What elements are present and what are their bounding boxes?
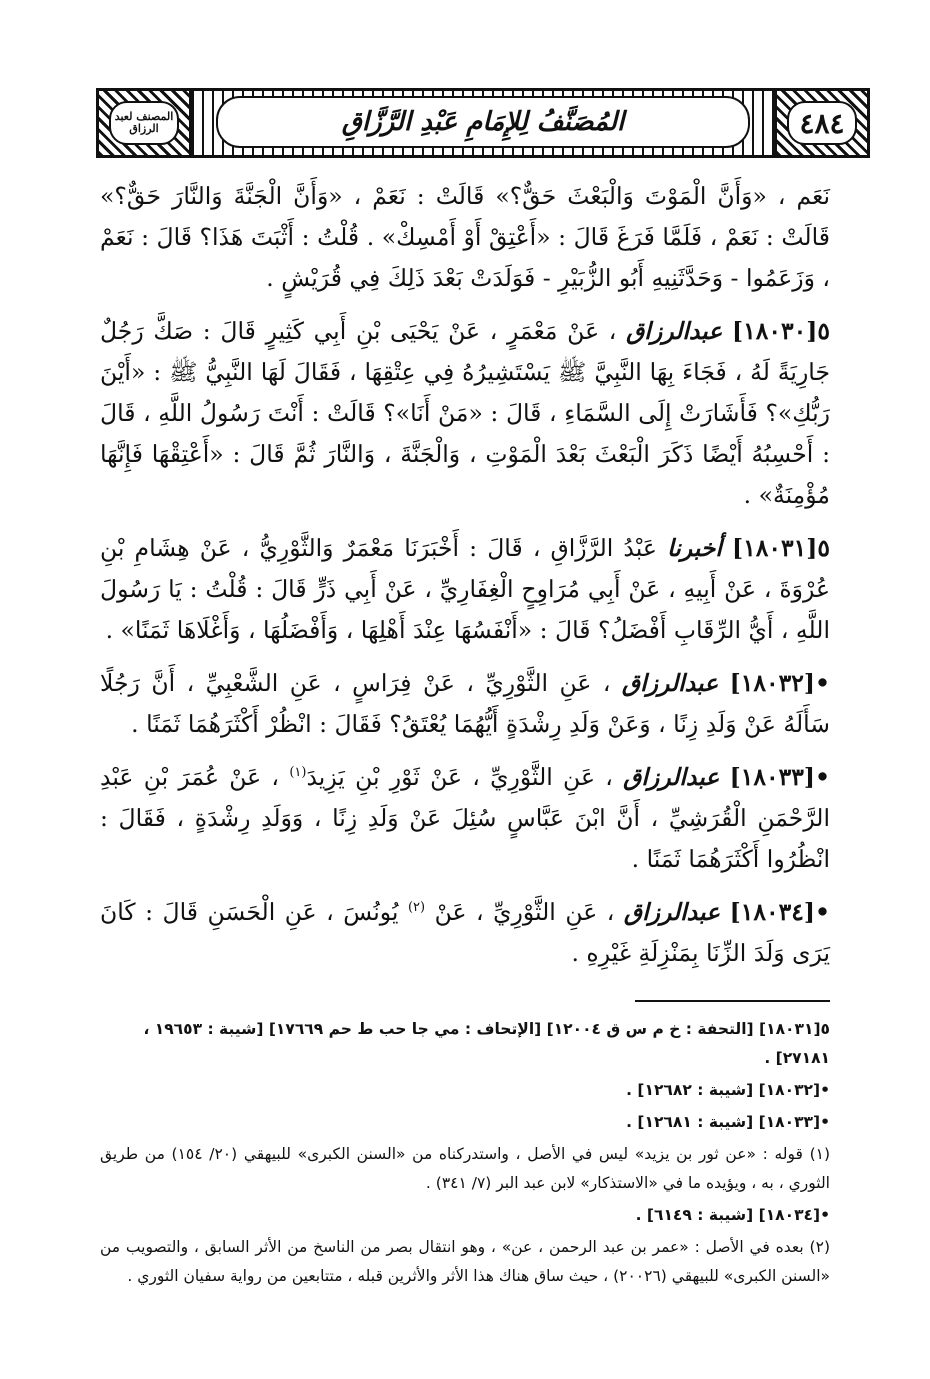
footnote-1: (١) قوله : «عن ثور بن يزيد» ليس في الأصل ، واستدركناه من «السنن الكبرى» للبيهقي (٢٠/ ١٥٤) من طريق الثوري ، به ، ويؤيده ما في «الاستذكار» لابن عبد البر (٧/ ٣٤١) . bbox=[100, 1145, 831, 1192]
book-logo bbox=[109, 101, 179, 145]
footnotes bbox=[100, 1015, 830, 1291]
running-title bbox=[216, 96, 750, 148]
narrator-keyword: عبدالرزاق bbox=[621, 669, 719, 697]
hadith-18032 bbox=[100, 663, 830, 745]
hadith-text: ، عَنْ عُمَرَ بْنِ عَبْدِ الرَّحْمَنِ الْقُرَشِيِّ ، أَنَّ ابْنَ عَبَّاسٍ سُئِلَ عَنْ وَلَدِ زِنًا ، وَوَلَدِ رِشْدَةٍ ، فَقَالَ : انْظُرُوا أَكْثَرَهُمَا ثَمَنًا . bbox=[100, 763, 830, 873]
book-logo-text: المصنف لعبد الرزاق bbox=[114, 110, 174, 135]
hadith-18030 bbox=[100, 311, 830, 516]
hadith-18034 bbox=[100, 892, 830, 974]
footnote-line: •[١٨٠٣٢] [شيبة : ١٢٦٨٢] . bbox=[626, 1081, 830, 1099]
main-text bbox=[100, 176, 830, 974]
narrator-keyword: عبدالرزاق bbox=[626, 317, 723, 345]
footnote-line: •[١٨٠٣٤] [شيبة : ٦١٤٩] . bbox=[635, 1206, 830, 1224]
paragraph-text: نَعَم ، «وَأَنَّ الْمَوْتَ وَالْبَعْثَ حَقٌّ؟» قَالَتْ : نَعَمْ ، «وَأَنَّ الْجَنَّةَ وَالنَّارَ حَقٌّ؟» قَالَتْ : نَعَمْ ، فَلَمَّا فَرَغَ قَالَ : «أَعْتِقْ أَوْ أَمْسِكْ» . قُلْتُ : أَثْبَتَ هَذَا؟ قَالَ : نَعَمْ ، وَزَعَمُوا - وَحَدَّثَنِيهِ أَبُو الزُّبَيْرِ - فَوَلَدَتْ بَعْدَ ذَلِكَ فِي قُرَيْشٍ . bbox=[100, 182, 830, 292]
page-number-ornament bbox=[774, 88, 870, 158]
page-number-frame bbox=[787, 101, 857, 145]
paragraph-continuation bbox=[100, 176, 830, 299]
hadith-text: ، عَنِ الثَّوْرِيِّ ، عَنْ فِرَاسٍ ، عَنِ الشَّعْبِيِّ ، أَنَّ رَجُلًا سَأَلَهُ عَنْ وَلَدِ زِنًا ، وَعَنْ وَلَدِ رِشْدَةٍ أَيُّهُمَا يُعْتَقُ؟ فَقَالَ : انْظُرْ أَكْثَرَهُمَا ثَمَنًا . bbox=[100, 669, 830, 738]
footnote-separator bbox=[635, 1000, 830, 1002]
hadith-text: ، عَنِ الثَّوْرِيِّ ، عَنْ ثَوْرِ بْنِ يَزِيدَ bbox=[306, 763, 613, 791]
hadith-number: •[١٨٠٣٤] bbox=[729, 898, 830, 926]
hadith-text: ، عَنْ مَعْمَرٍ ، عَنْ يَحْيَى بْنِ أَبِي كَثِيرٍ قَالَ : صَكَّ رَجُلٌ جَارِيَةً لَهُ ، فَجَاءَ بِهَا النَّبِيَّ ﷺ يَسْتَشِيرُهُ فِي عِتْقِهَا ، فَقَالَ لَهَا النَّبِيُّ ﷺ : «أَيْنَ رَبُّكِ»؟ فَأَشَارَتْ إِلَى السَّمَاءِ ، قَالَ : «مَنْ أَنَا»؟ قَالَتْ : أَنْتَ رَسُولُ اللَّهِ ، قَالَ : أَحْسِبُهُ أَيْضًا ذَكَرَ الْبَعْثَ بَعْدَ الْمَوْتِ ، وَالْجَنَّةَ ، وَالنَّارَ ثُمَّ قَالَ : «أَعْتِقْهَا فَإِنَّهَا مُؤْمِنَةٌ» . bbox=[100, 317, 830, 509]
hadith-number: •[١٨٠٣٣] bbox=[729, 763, 830, 791]
footnote-ref-1[interactable]: (١) bbox=[289, 765, 307, 781]
narrator-keyword: أخبرنا bbox=[667, 534, 722, 562]
hadith-number: •[١٨٠٣٢] bbox=[729, 669, 830, 697]
hadith-18031 bbox=[100, 528, 830, 651]
narrator-keyword: عبدالرزاق bbox=[623, 898, 721, 926]
hadith-text: يُونُسَ ، عَنِ الْحَسَنِ قَالَ : كَانَ يَرَى وَلَدَ الزِّنَا بِمَنْزِلَةِ غَيْرِهِ . bbox=[100, 898, 830, 967]
hadith-18033 bbox=[100, 757, 830, 880]
hadith-number: ٥[١٨٠٣١] bbox=[732, 534, 830, 562]
hadith-number: ٥[١٨٠٣٠] bbox=[732, 317, 830, 345]
footnote-2: (٢) بعده في الأصل : «عمر بن عبد الرحمن ، عن» ، وهو انتقال بصر من الناسخ من الأثر السابق ، والتصويب من «السنن الكبرى» للبيهقي (٢٠٠٢٦) ، حيث ساق هناك هذا الأثر والأثرين قبله ، متتابعين من رواية سفيان الثوري . bbox=[100, 1238, 830, 1285]
page-header bbox=[96, 88, 870, 158]
footnote-ref-2[interactable]: (٢) bbox=[407, 900, 426, 916]
narrator-keyword: عبدالرزاق bbox=[623, 763, 720, 791]
page-number: ٤٨٤ bbox=[799, 106, 845, 140]
footnote-line: ٥[١٨٠٣١] [التحفة : خ م س ق ١٢٠٠٤] [الإتحاف : مي جا حب ط حم ١٧٦٦٩] [شيبة : ١٩٦٥٣ ، ٢٧١٨١] . bbox=[143, 1020, 830, 1067]
hadith-text: عَبْدُ الرَّزَّاقِ ، قَالَ : أَخْبَرَنَا مَعْمَرٌ وَالثَّوْرِيُّ ، عَنْ هِشَامِ بْنِ عُرْوَةَ ، عَنْ أَبِيهِ ، عَنْ أَبِي مُرَاوِحٍ الْغِفَارِيِّ ، عَنْ أَبِي ذَرٍّ قَالَ : قُلْتُ : يَا رَسُولَ اللَّهِ ، أَيُّ الرِّقَابِ أَفْضَلُ؟ قَالَ : «أَنْفَسُهَا عِنْدَ أَهْلِهَا ، وَأَفْضَلُهَا ، وَأَغْلَاهَا ثَمَنًا» . bbox=[100, 534, 830, 644]
book-logo-ornament bbox=[96, 88, 192, 158]
footnote-line: •[١٨٠٣٣] [شيبة : ١٢٦٨١] . bbox=[626, 1113, 830, 1131]
hadith-text: ، عَنِ الثَّوْرِيِّ ، عَنْ bbox=[434, 898, 615, 926]
running-title-text: المُصَنَّفُ لِلإِمَامِ عَبْدِ الرَّزَّاقِ bbox=[341, 107, 625, 137]
